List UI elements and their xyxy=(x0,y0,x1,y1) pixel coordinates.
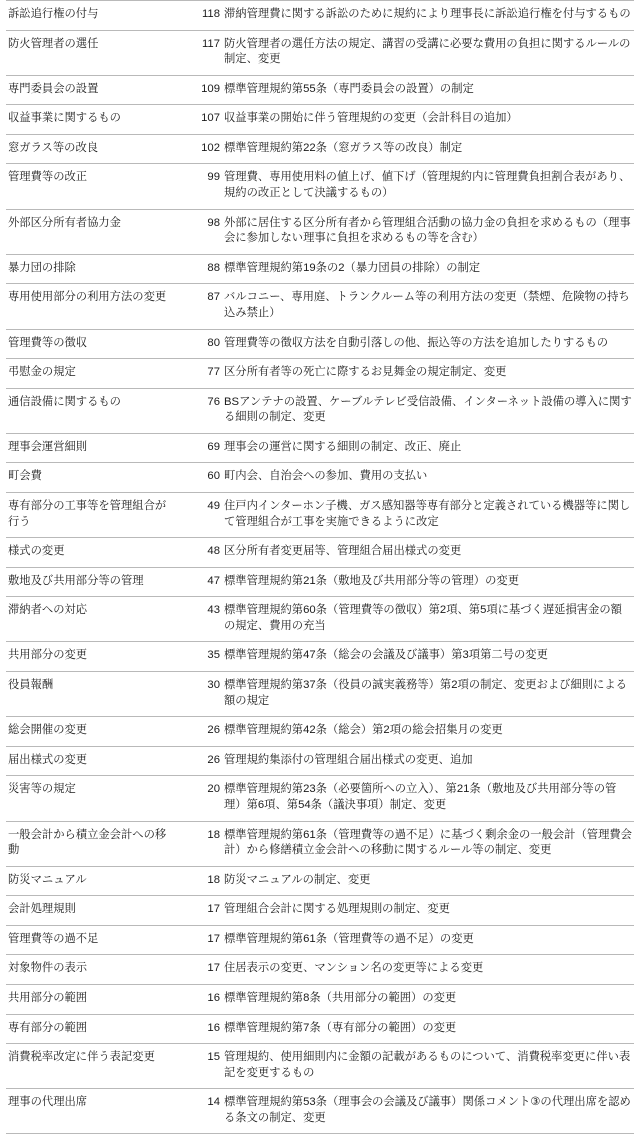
table-row xyxy=(6,164,634,209)
row-title: 災害等の規定 xyxy=(6,776,178,821)
table-row xyxy=(6,821,634,866)
table-row xyxy=(6,105,634,135)
row-title: 対象物件の表示 xyxy=(6,955,178,985)
table-row xyxy=(6,284,634,329)
row-title: 滞納者への対応 xyxy=(6,597,178,642)
row-title: 一般会計から積立金会計への移動 xyxy=(6,821,178,866)
table-row xyxy=(6,254,634,284)
row-title: 弔慰金の規定 xyxy=(6,359,178,389)
row-title: 管理費等の改正 xyxy=(6,164,178,209)
row-count: 109 xyxy=(178,75,222,105)
row-title: 専門委員会の設置 xyxy=(6,75,178,105)
row-description: 管理規約集添付の管理組合届出様式の変更、追加 xyxy=(222,746,634,776)
row-title: 共用部分の変更 xyxy=(6,642,178,672)
row-description: 標準管理規約第60条（管理費等の徴収）第2項、第5項に基づく遅延損害金の額の規定、費用の充当 xyxy=(222,597,634,642)
row-count: 30 xyxy=(178,672,222,717)
row-count: 35 xyxy=(178,642,222,672)
row-count: 76 xyxy=(178,388,222,433)
table-row xyxy=(6,746,634,776)
row-title: 会計処理規則 xyxy=(6,896,178,926)
row-count: 26 xyxy=(178,746,222,776)
row-title: 専用使用部分の利用方法の変更 xyxy=(6,284,178,329)
row-title: 専有部分の範囲 xyxy=(6,1014,178,1044)
row-count: 49 xyxy=(178,492,222,537)
row-title: 防災マニュアル xyxy=(6,866,178,896)
row-description: 理事会の運営に関する細則の制定、改正、廃止 xyxy=(222,433,634,463)
row-title: 訴訟追行権の付与 xyxy=(6,1,178,31)
row-title: 敷地及び共用部分等の管理 xyxy=(6,567,178,597)
row-title: 町会費 xyxy=(6,463,178,493)
row-title: 専有部分の工事等を管理組合が行う xyxy=(6,492,178,537)
row-count: 107 xyxy=(178,105,222,135)
row-count: 14 xyxy=(178,1089,222,1134)
table-row xyxy=(6,209,634,254)
row-count: 99 xyxy=(178,164,222,209)
row-title: 総会開催の変更 xyxy=(6,717,178,747)
row-count: 102 xyxy=(178,134,222,164)
row-description: 区分所有者変更届等、管理組合届出様式の変更 xyxy=(222,538,634,568)
row-title: 役員報酬 xyxy=(6,672,178,717)
row-description: 管理組合会計に関する処理規則の制定、変更 xyxy=(222,896,634,926)
table-row xyxy=(6,1089,634,1134)
row-count: 16 xyxy=(178,1014,222,1044)
row-description: 外部に居住する区分所有者から管理組合活動の協力金の負担を求めるもの（理事会に参加しない理事に負担を求めるもの等を含む） xyxy=(222,209,634,254)
table-row xyxy=(6,776,634,821)
row-count: 17 xyxy=(178,896,222,926)
table-body xyxy=(6,1,634,1134)
row-title: 暴力団の排除 xyxy=(6,254,178,284)
table-row xyxy=(6,896,634,926)
table-row xyxy=(6,30,634,75)
table-row xyxy=(6,925,634,955)
row-count: 80 xyxy=(178,329,222,359)
row-title: 共用部分の範囲 xyxy=(6,984,178,1014)
row-title: 窓ガラス等の改良 xyxy=(6,134,178,164)
row-description: 防災マニュアルの制定、変更 xyxy=(222,866,634,896)
row-title: 様式の変更 xyxy=(6,538,178,568)
row-count: 47 xyxy=(178,567,222,597)
row-title: 消費税率改定に伴う表記変更 xyxy=(6,1044,178,1089)
row-description: 住居表示の変更、マンション名の変更等による変更 xyxy=(222,955,634,985)
table-row xyxy=(6,984,634,1014)
row-title: 理事の代理出席 xyxy=(6,1089,178,1134)
row-title: 外部区分所有者協力金 xyxy=(6,209,178,254)
row-description: 防火管理者の選任方法の規定、講習の受講に必要な費用の負担に関するルールの制定、変更 xyxy=(222,30,634,75)
table-row xyxy=(6,433,634,463)
row-title: 通信設備に関するもの xyxy=(6,388,178,433)
amendment-topics-table xyxy=(6,0,634,1134)
row-description: 標準管理規約第61条（管理費等の過不足）の変更 xyxy=(222,925,634,955)
table-row xyxy=(6,492,634,537)
table-row xyxy=(6,597,634,642)
row-description: 標準管理規約第47条（総会の会議及び議事）第3項第二号の変更 xyxy=(222,642,634,672)
row-count: 118 xyxy=(178,1,222,31)
row-count: 43 xyxy=(178,597,222,642)
row-count: 48 xyxy=(178,538,222,568)
row-description: 標準管理規約第37条（役員の誠実義務等）第2項の制定、変更および細則による額の規定 xyxy=(222,672,634,717)
table-row xyxy=(6,672,634,717)
row-description: 管理費、専用使用料の値上げ、値下げ（管理規約内に管理費負担割合表があり、規約の改正として決議するもの） xyxy=(222,164,634,209)
table-row xyxy=(6,642,634,672)
table-row xyxy=(6,359,634,389)
table-row xyxy=(6,567,634,597)
row-description: 標準管理規約第7条（専有部分の範囲）の変更 xyxy=(222,1014,634,1044)
row-count: 26 xyxy=(178,717,222,747)
row-count: 77 xyxy=(178,359,222,389)
row-description: 標準管理規約第61条（管理費等の過不足）に基づく剰余金の一般会計（管理費会計）から修繕積立金会計への移動に関するルール等の制定、変更 xyxy=(222,821,634,866)
table-row xyxy=(6,955,634,985)
row-description: 区分所有者等の死亡に際するお見舞金の規定制定、変更 xyxy=(222,359,634,389)
table-row xyxy=(6,717,634,747)
row-description: 標準管理規約第22条（窓ガラス等の改良）制定 xyxy=(222,134,634,164)
row-count: 98 xyxy=(178,209,222,254)
row-title: 管理費等の徴収 xyxy=(6,329,178,359)
row-description: 標準管理規約第23条（必要箇所への立入）、第21条（敷地及び共用部分等の管理）第6項、第54条（議決事項）制定、変更 xyxy=(222,776,634,821)
row-description: 標準管理規約第21条（敷地及び共用部分等の管理）の変更 xyxy=(222,567,634,597)
row-description: バルコニー、専用庭、トランクルーム等の利用方法の変更（禁煙、危険物の持ち込み禁止） xyxy=(222,284,634,329)
table-row xyxy=(6,329,634,359)
row-count: 15 xyxy=(178,1044,222,1089)
row-count: 16 xyxy=(178,984,222,1014)
table-row xyxy=(6,1044,634,1089)
row-description: 標準管理規約第42条（総会）第2項の総会招集月の変更 xyxy=(222,717,634,747)
row-description: 管理規約、使用細則内に金額の記載があるものについて、消費税率変更に伴い表記を変更するもの xyxy=(222,1044,634,1089)
row-count: 69 xyxy=(178,433,222,463)
row-title: 届出様式の変更 xyxy=(6,746,178,776)
row-count: 88 xyxy=(178,254,222,284)
row-description: 住戸内インターホン子機、ガス感知器等専有部分と定義されている機器等に関して管理組合が工事を実施できるように改定 xyxy=(222,492,634,537)
table-row xyxy=(6,1014,634,1044)
row-count: 20 xyxy=(178,776,222,821)
row-count: 17 xyxy=(178,925,222,955)
row-count: 87 xyxy=(178,284,222,329)
row-count: 17 xyxy=(178,955,222,985)
table-row xyxy=(6,388,634,433)
row-title: 理事会運営細則 xyxy=(6,433,178,463)
row-description: 管理費等の徴収方法を自動引落しの他、振込等の方法を追加したりするもの xyxy=(222,329,634,359)
row-description: 標準管理規約第8条（共用部分の範囲）の変更 xyxy=(222,984,634,1014)
table-row xyxy=(6,75,634,105)
row-description: 標準管理規約第19条の2（暴力団員の排除）の制定 xyxy=(222,254,634,284)
row-description: 収益事業の開始に伴う管理規約の変更（会計科目の追加） xyxy=(222,105,634,135)
row-count: 60 xyxy=(178,463,222,493)
row-title: 管理費等の過不足 xyxy=(6,925,178,955)
row-title: 収益事業に関するもの xyxy=(6,105,178,135)
row-count: 18 xyxy=(178,821,222,866)
row-description: 滞納管理費に関する訴訟のために規約により理事長に訴訟追行権を付与するもの xyxy=(222,1,634,31)
row-description: 標準管理規約第53条（理事会の会議及び議事）関係コメント③の代理出席を認める条文の制定、変更 xyxy=(222,1089,634,1134)
table-row xyxy=(6,1,634,31)
table-row xyxy=(6,463,634,493)
row-description: BSアンテナの設置、ケーブルテレビ受信設備、インターネット設備の導入に関する細則の制定、変更 xyxy=(222,388,634,433)
row-count: 117 xyxy=(178,30,222,75)
table-row xyxy=(6,134,634,164)
row-description: 標準管理規約第55条（専門委員会の設置）の制定 xyxy=(222,75,634,105)
row-description: 町内会、自治会への参加、費用の支払い xyxy=(222,463,634,493)
table-row xyxy=(6,538,634,568)
row-count: 18 xyxy=(178,866,222,896)
row-title: 防火管理者の選任 xyxy=(6,30,178,75)
